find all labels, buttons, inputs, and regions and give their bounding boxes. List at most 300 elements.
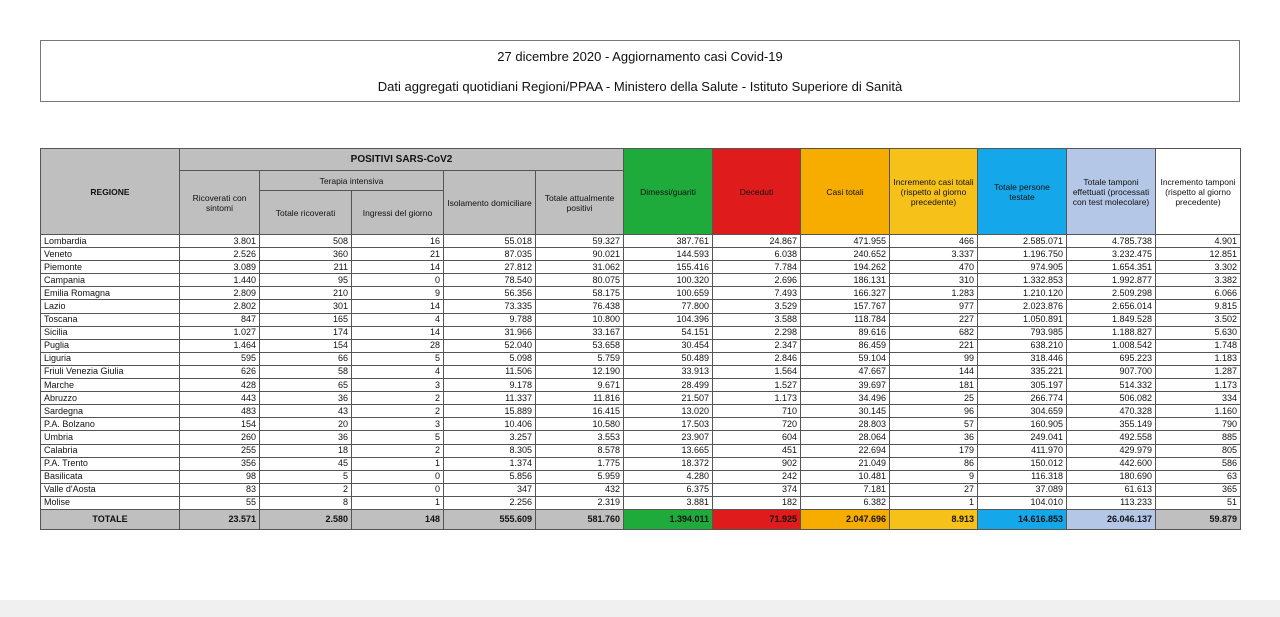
value-cell: 514.332 <box>1067 379 1156 392</box>
value-cell: 8.578 <box>536 444 624 457</box>
value-cell: 805 <box>1156 444 1241 457</box>
header-persone-testate: Totale persone testate <box>978 149 1067 235</box>
value-cell: 30.454 <box>624 339 713 352</box>
value-cell: 34.496 <box>801 392 890 405</box>
value-cell: 36 <box>890 431 978 444</box>
value-cell: 5.630 <box>1156 326 1241 339</box>
value-cell: 160.905 <box>978 418 1067 431</box>
value-cell: 3.881 <box>624 496 713 509</box>
value-cell: 18.372 <box>624 457 713 470</box>
value-cell: 25 <box>890 392 978 405</box>
value-cell: 470.328 <box>1067 405 1156 418</box>
value-cell: 1.173 <box>1156 379 1241 392</box>
value-cell: 30.145 <box>801 405 890 418</box>
value-cell: 3.382 <box>1156 274 1241 287</box>
value-cell: 63 <box>1156 470 1241 483</box>
value-cell: 470 <box>890 261 978 274</box>
value-cell: 86 <box>890 457 978 470</box>
value-cell: 1.188.827 <box>1067 326 1156 339</box>
value-cell: 116.318 <box>978 470 1067 483</box>
value-cell: 58 <box>260 365 352 378</box>
value-cell: 54.151 <box>624 326 713 339</box>
header-ingressi: Ingressi del giorno <box>352 191 444 235</box>
value-cell: 52.040 <box>444 339 536 352</box>
value-cell: 1.374 <box>444 457 536 470</box>
header-tamponi: Totale tamponi effettuati (processati con test molecolare) <box>1067 149 1156 235</box>
value-cell: 5 <box>260 470 352 483</box>
value-cell: 255 <box>180 444 260 457</box>
value-cell: 16.415 <box>536 405 624 418</box>
value-cell: 166.327 <box>801 287 890 300</box>
value-cell: 36 <box>260 431 352 444</box>
value-cell: 240.652 <box>801 248 890 261</box>
value-cell: 7.181 <box>801 483 890 496</box>
value-cell: 36 <box>260 392 352 405</box>
value-cell: 12.851 <box>1156 248 1241 261</box>
value-cell: 428 <box>180 379 260 392</box>
value-cell: 1.654.351 <box>1067 261 1156 274</box>
region-name-cell: Friuli Venezia Giulia <box>41 365 180 378</box>
table-row <box>41 405 1241 418</box>
value-cell: 907.700 <box>1067 365 1156 378</box>
total-value-cell: 2.047.696 <box>801 509 890 529</box>
value-cell: 5.098 <box>444 352 536 365</box>
value-cell: 1 <box>890 496 978 509</box>
value-cell: 2.656.014 <box>1067 300 1156 313</box>
value-cell: 260 <box>180 431 260 444</box>
total-row <box>41 509 1241 529</box>
value-cell: 1.196.750 <box>978 248 1067 261</box>
value-cell: 1.050.891 <box>978 313 1067 326</box>
value-cell: 15.889 <box>444 405 536 418</box>
value-cell: 80.075 <box>536 274 624 287</box>
value-cell: 429.979 <box>1067 444 1156 457</box>
value-cell: 1.008.542 <box>1067 339 1156 352</box>
value-cell: 13.020 <box>624 405 713 418</box>
value-cell: 96 <box>890 405 978 418</box>
table-row <box>41 300 1241 313</box>
value-cell: 3.553 <box>536 431 624 444</box>
region-name-cell: Veneto <box>41 248 180 261</box>
total-value-cell: 581.760 <box>536 509 624 529</box>
value-cell: 5.959 <box>536 470 624 483</box>
value-cell: 157.767 <box>801 300 890 313</box>
value-cell: 1.464 <box>180 339 260 352</box>
value-cell: 14 <box>352 261 444 274</box>
bottom-bar <box>0 600 1280 617</box>
value-cell: 8.305 <box>444 444 536 457</box>
value-cell: 86.459 <box>801 339 890 352</box>
value-cell: 3.502 <box>1156 313 1241 326</box>
value-cell: 1.210.120 <box>978 287 1067 300</box>
value-cell: 104.396 <box>624 313 713 326</box>
header-ricoverati: Ricoverati con sintomi <box>180 171 260 235</box>
region-name-cell: Marche <box>41 379 180 392</box>
total-value-cell: 148 <box>352 509 444 529</box>
value-cell: 432 <box>536 483 624 496</box>
value-cell: 5.856 <box>444 470 536 483</box>
value-cell: 9 <box>352 287 444 300</box>
value-cell: 73.335 <box>444 300 536 313</box>
header-incremento-casi: Incremento casi totali (rispetto al giorno precedente) <box>890 149 978 235</box>
region-name-cell: Abruzzo <box>41 392 180 405</box>
table-row <box>41 248 1241 261</box>
value-cell: 28.499 <box>624 379 713 392</box>
region-name-cell: Sicilia <box>41 326 180 339</box>
value-cell: 28.064 <box>801 431 890 444</box>
total-value-cell: 59.879 <box>1156 509 1241 529</box>
value-cell: 55.018 <box>444 235 536 248</box>
value-cell: 3.257 <box>444 431 536 444</box>
value-cell: 2.319 <box>536 496 624 509</box>
value-cell: 16 <box>352 235 444 248</box>
value-cell: 266.774 <box>978 392 1067 405</box>
value-cell: 179 <box>890 444 978 457</box>
table-row <box>41 470 1241 483</box>
value-cell: 5.759 <box>536 352 624 365</box>
value-cell: 186.131 <box>801 274 890 287</box>
value-cell: 45 <box>260 457 352 470</box>
table-row <box>41 274 1241 287</box>
value-cell: 24.867 <box>713 235 801 248</box>
value-cell: 0 <box>352 483 444 496</box>
value-cell: 31.062 <box>536 261 624 274</box>
header-totale-ricoverati: Totale ricoverati <box>260 191 352 235</box>
value-cell: 33.167 <box>536 326 624 339</box>
report-header <box>40 40 1240 102</box>
value-cell: 5 <box>352 431 444 444</box>
value-cell: 2.846 <box>713 352 801 365</box>
value-cell: 720 <box>713 418 801 431</box>
value-cell: 2.509.298 <box>1067 287 1156 300</box>
value-cell: 154 <box>180 418 260 431</box>
value-cell: 2 <box>352 392 444 405</box>
value-cell: 0 <box>352 470 444 483</box>
value-cell: 301 <box>260 300 352 313</box>
value-cell: 3 <box>352 379 444 392</box>
value-cell: 39.697 <box>801 379 890 392</box>
region-name-cell: Emilia Romagna <box>41 287 180 300</box>
value-cell: 374 <box>713 483 801 496</box>
value-cell: 144.593 <box>624 248 713 261</box>
value-cell: 55 <box>180 496 260 509</box>
value-cell: 10.481 <box>801 470 890 483</box>
value-cell: 508 <box>260 235 352 248</box>
value-cell: 586 <box>1156 457 1241 470</box>
value-cell: 305.197 <box>978 379 1067 392</box>
region-name-cell: Liguria <box>41 352 180 365</box>
value-cell: 28.803 <box>801 418 890 431</box>
total-label-cell: TOTALE <box>41 509 180 529</box>
value-cell: 10.580 <box>536 418 624 431</box>
value-cell: 27.812 <box>444 261 536 274</box>
value-cell: 1.992.877 <box>1067 274 1156 287</box>
value-cell: 65 <box>260 379 352 392</box>
table-row <box>41 326 1241 339</box>
value-cell: 77.800 <box>624 300 713 313</box>
value-cell: 6.375 <box>624 483 713 496</box>
value-cell: 43 <box>260 405 352 418</box>
value-cell: 50.489 <box>624 352 713 365</box>
value-cell: 1.440 <box>180 274 260 287</box>
region-name-cell: Lazio <box>41 300 180 313</box>
header-isolamento: Isolamento domiciliare <box>444 171 536 235</box>
header-deceduti: Deceduti <box>713 149 801 235</box>
value-cell: 194.262 <box>801 261 890 274</box>
value-cell: 4.785.738 <box>1067 235 1156 248</box>
value-cell: 2 <box>352 444 444 457</box>
value-cell: 885 <box>1156 431 1241 444</box>
value-cell: 682 <box>890 326 978 339</box>
value-cell: 20 <box>260 418 352 431</box>
header-positivi-group: POSITIVI SARS-CoV2 <box>180 149 624 171</box>
value-cell: 4.280 <box>624 470 713 483</box>
value-cell: 411.970 <box>978 444 1067 457</box>
table-row <box>41 457 1241 470</box>
region-name-cell: Umbria <box>41 431 180 444</box>
value-cell: 10.800 <box>536 313 624 326</box>
value-cell: 334 <box>1156 392 1241 405</box>
value-cell: 1.748 <box>1156 339 1241 352</box>
total-value-cell: 23.571 <box>180 509 260 529</box>
value-cell: 180.690 <box>1067 470 1156 483</box>
value-cell: 1.027 <box>180 326 260 339</box>
value-cell: 4 <box>352 313 444 326</box>
value-cell: 33.913 <box>624 365 713 378</box>
value-cell: 3.089 <box>180 261 260 274</box>
value-cell: 9.671 <box>536 379 624 392</box>
value-cell: 793.985 <box>978 326 1067 339</box>
value-cell: 242 <box>713 470 801 483</box>
value-cell: 22.694 <box>801 444 890 457</box>
value-cell: 31.966 <box>444 326 536 339</box>
value-cell: 7.784 <box>713 261 801 274</box>
value-cell: 221 <box>890 339 978 352</box>
value-cell: 28 <box>352 339 444 352</box>
value-cell: 56.356 <box>444 287 536 300</box>
value-cell: 104.010 <box>978 496 1067 509</box>
value-cell: 1.849.528 <box>1067 313 1156 326</box>
value-cell: 11.816 <box>536 392 624 405</box>
value-cell: 8 <box>260 496 352 509</box>
value-cell: 1.283 <box>890 287 978 300</box>
value-cell: 9.178 <box>444 379 536 392</box>
value-cell: 2.585.071 <box>978 235 1067 248</box>
value-cell: 23.907 <box>624 431 713 444</box>
value-cell: 451 <box>713 444 801 457</box>
covid-regions-table <box>40 148 1241 530</box>
value-cell: 3.337 <box>890 248 978 261</box>
value-cell: 51 <box>1156 496 1241 509</box>
value-cell: 2.347 <box>713 339 801 352</box>
value-cell: 211 <box>260 261 352 274</box>
region-name-cell: P.A. Trento <box>41 457 180 470</box>
value-cell: 100.320 <box>624 274 713 287</box>
value-cell: 2.802 <box>180 300 260 313</box>
value-cell: 347 <box>444 483 536 496</box>
value-cell: 2 <box>260 483 352 496</box>
value-cell: 21.049 <box>801 457 890 470</box>
value-cell: 14 <box>352 326 444 339</box>
total-value-cell: 26.046.137 <box>1067 509 1156 529</box>
value-cell: 58.175 <box>536 287 624 300</box>
value-cell: 90.021 <box>536 248 624 261</box>
value-cell: 150.012 <box>978 457 1067 470</box>
value-cell: 310 <box>890 274 978 287</box>
value-cell: 11.337 <box>444 392 536 405</box>
value-cell: 154 <box>260 339 352 352</box>
region-name-cell: Puglia <box>41 339 180 352</box>
value-cell: 2.526 <box>180 248 260 261</box>
value-cell: 3.232.475 <box>1067 248 1156 261</box>
value-cell: 977 <box>890 300 978 313</box>
value-cell: 18 <box>260 444 352 457</box>
value-cell: 1.160 <box>1156 405 1241 418</box>
value-cell: 59.327 <box>536 235 624 248</box>
table-row <box>41 431 1241 444</box>
value-cell: 626 <box>180 365 260 378</box>
table-row <box>41 496 1241 509</box>
table-row <box>41 352 1241 365</box>
value-cell: 6.382 <box>801 496 890 509</box>
value-cell: 9.815 <box>1156 300 1241 313</box>
value-cell: 695.223 <box>1067 352 1156 365</box>
value-cell: 21 <box>352 248 444 261</box>
value-cell: 66 <box>260 352 352 365</box>
value-cell: 181 <box>890 379 978 392</box>
value-cell: 3.529 <box>713 300 801 313</box>
value-cell: 638.210 <box>978 339 1067 352</box>
value-cell: 902 <box>713 457 801 470</box>
total-value-cell: 1.394.011 <box>624 509 713 529</box>
value-cell: 492.558 <box>1067 431 1156 444</box>
value-cell: 3 <box>352 418 444 431</box>
value-cell: 9 <box>890 470 978 483</box>
region-name-cell: Lombardia <box>41 235 180 248</box>
header-totale-positivi: Totale attualmente positivi <box>536 171 624 235</box>
value-cell: 100.659 <box>624 287 713 300</box>
value-cell: 790 <box>1156 418 1241 431</box>
total-value-cell: 8.913 <box>890 509 978 529</box>
value-cell: 2.256 <box>444 496 536 509</box>
value-cell: 360 <box>260 248 352 261</box>
value-cell: 249.041 <box>978 431 1067 444</box>
value-cell: 1 <box>352 496 444 509</box>
value-cell: 165 <box>260 313 352 326</box>
value-cell: 12.190 <box>536 365 624 378</box>
value-cell: 0 <box>352 274 444 287</box>
value-cell: 3.801 <box>180 235 260 248</box>
value-cell: 155.416 <box>624 261 713 274</box>
value-cell: 57 <box>890 418 978 431</box>
region-name-cell: Toscana <box>41 313 180 326</box>
value-cell: 595 <box>180 352 260 365</box>
region-name-cell: P.A. Bolzano <box>41 418 180 431</box>
header-region: REGIONE <box>41 149 180 235</box>
total-value-cell: 555.609 <box>444 509 536 529</box>
value-cell: 4.901 <box>1156 235 1241 248</box>
value-cell: 443 <box>180 392 260 405</box>
header-dimessi: Dimessi/guariti <box>624 149 713 235</box>
value-cell: 1.775 <box>536 457 624 470</box>
header-casi-totali: Casi totali <box>801 149 890 235</box>
table-row <box>41 261 1241 274</box>
header-terapia-group: Terapia intensiva <box>260 171 444 191</box>
value-cell: 2.809 <box>180 287 260 300</box>
header-incremento-tamponi: Incremento tamponi (rispetto al giorno precedente) <box>1156 149 1241 235</box>
table-row <box>41 339 1241 352</box>
total-value-cell: 14.616.853 <box>978 509 1067 529</box>
table-row <box>41 483 1241 496</box>
value-cell: 1 <box>352 457 444 470</box>
value-cell: 182 <box>713 496 801 509</box>
value-cell: 95 <box>260 274 352 287</box>
value-cell: 11.506 <box>444 365 536 378</box>
value-cell: 13.665 <box>624 444 713 457</box>
value-cell: 471.955 <box>801 235 890 248</box>
region-name-cell: Basilicata <box>41 470 180 483</box>
value-cell: 466 <box>890 235 978 248</box>
value-cell: 4 <box>352 365 444 378</box>
value-cell: 9.788 <box>444 313 536 326</box>
value-cell: 47.667 <box>801 365 890 378</box>
value-cell: 118.784 <box>801 313 890 326</box>
value-cell: 442.600 <box>1067 457 1156 470</box>
value-cell: 78.540 <box>444 274 536 287</box>
report-title: 27 dicembre 2020 - Aggiornamento casi Covid-19 <box>497 49 783 64</box>
table-row <box>41 379 1241 392</box>
region-name-cell: Valle d'Aosta <box>41 483 180 496</box>
value-cell: 974.905 <box>978 261 1067 274</box>
report-subtitle: Dati aggregati quotidiani Regioni/PPAA - Ministero della Salute - Istituto Superiore di Sanità <box>377 79 903 94</box>
table-row <box>41 444 1241 457</box>
value-cell: 3.588 <box>713 313 801 326</box>
table-row <box>41 235 1241 248</box>
region-name-cell: Sardegna <box>41 405 180 418</box>
value-cell: 83 <box>180 483 260 496</box>
value-cell: 227 <box>890 313 978 326</box>
value-cell: 89.616 <box>801 326 890 339</box>
value-cell: 113.233 <box>1067 496 1156 509</box>
value-cell: 318.446 <box>978 352 1067 365</box>
value-cell: 483 <box>180 405 260 418</box>
value-cell: 3.302 <box>1156 261 1241 274</box>
value-cell: 1.564 <box>713 365 801 378</box>
table-row <box>41 392 1241 405</box>
value-cell: 304.659 <box>978 405 1067 418</box>
value-cell: 365 <box>1156 483 1241 496</box>
value-cell: 6.038 <box>713 248 801 261</box>
value-cell: 21.507 <box>624 392 713 405</box>
value-cell: 61.613 <box>1067 483 1156 496</box>
value-cell: 710 <box>713 405 801 418</box>
value-cell: 174 <box>260 326 352 339</box>
value-cell: 1.287 <box>1156 365 1241 378</box>
value-cell: 2 <box>352 405 444 418</box>
value-cell: 5 <box>352 352 444 365</box>
value-cell: 356 <box>180 457 260 470</box>
value-cell: 604 <box>713 431 801 444</box>
value-cell: 99 <box>890 352 978 365</box>
value-cell: 2.023.876 <box>978 300 1067 313</box>
value-cell: 7.493 <box>713 287 801 300</box>
table-row <box>41 418 1241 431</box>
value-cell: 98 <box>180 470 260 483</box>
value-cell: 506.082 <box>1067 392 1156 405</box>
total-value-cell: 2.580 <box>260 509 352 529</box>
value-cell: 17.503 <box>624 418 713 431</box>
region-name-cell: Molise <box>41 496 180 509</box>
